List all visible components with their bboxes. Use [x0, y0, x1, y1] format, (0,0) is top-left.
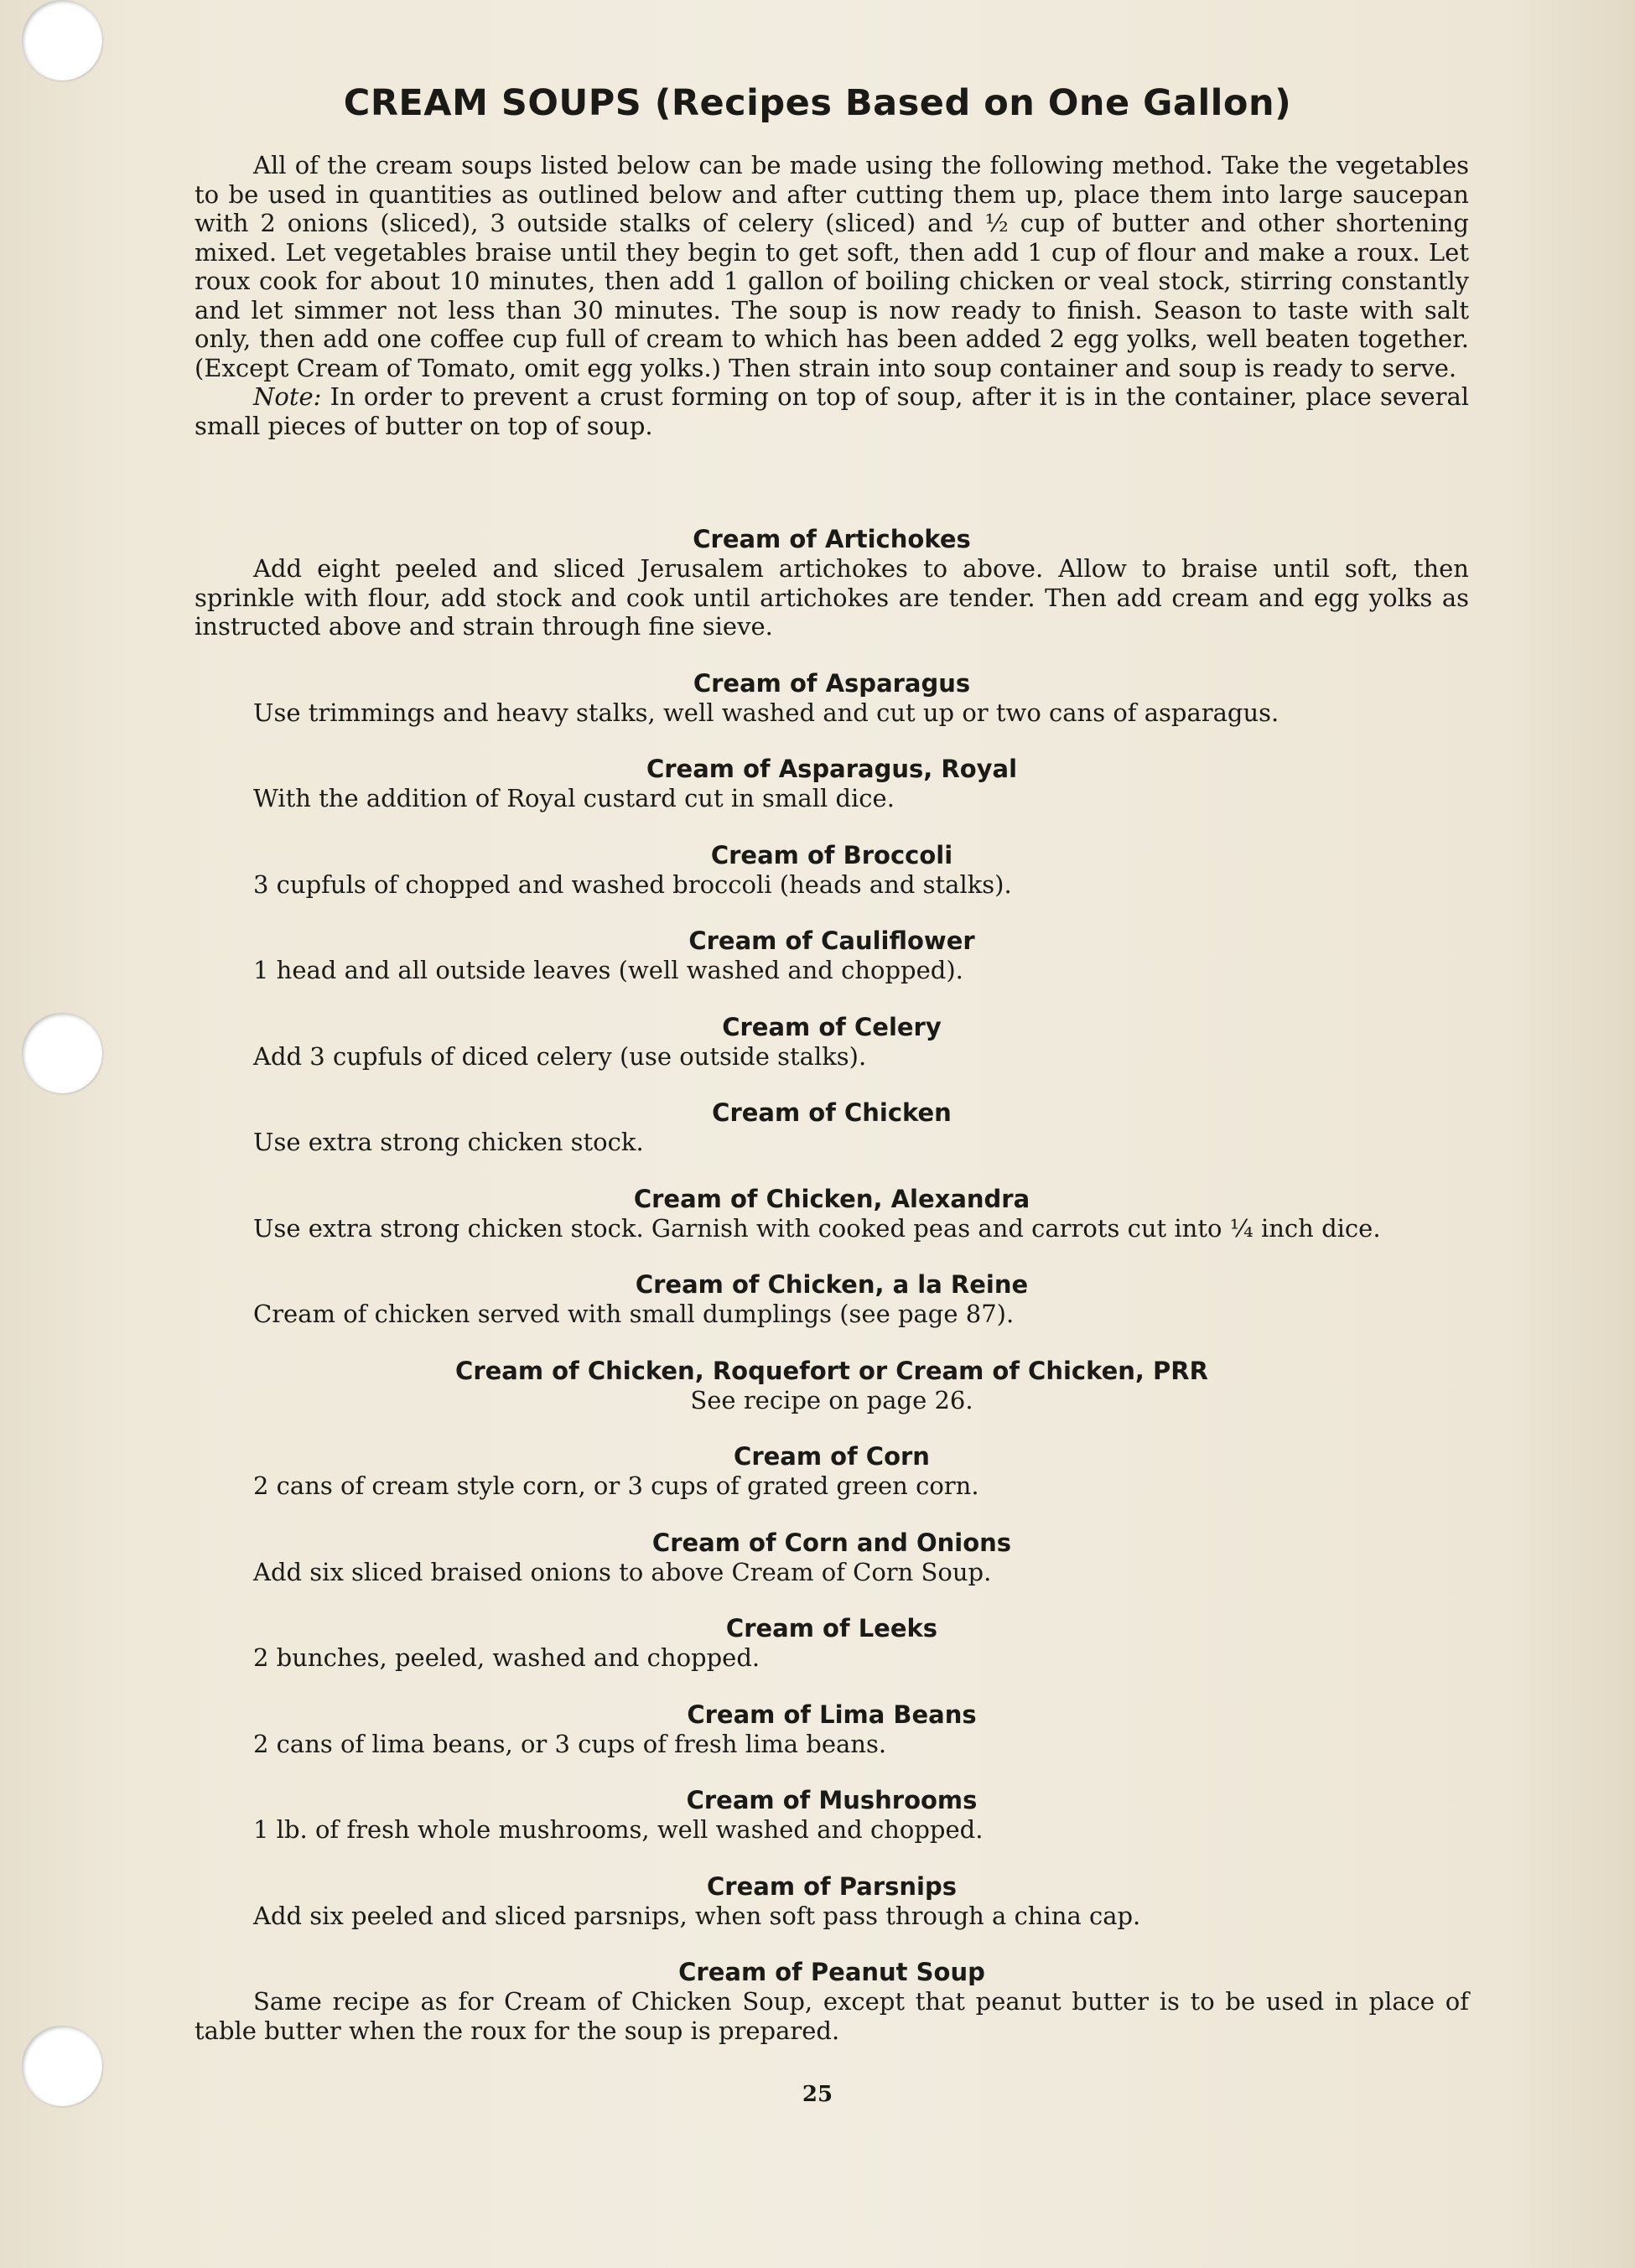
recipe-text: 1 head and all outside leaves (well washed and chopped).	[253, 956, 963, 984]
recipe-title: Cream of Chicken	[712, 1098, 952, 1127]
recipe-title: Cream of Asparagus	[693, 668, 971, 698]
recipe-title: Cream of Artichokes	[693, 525, 971, 553]
recipe-item	[195, 1356, 1469, 1415]
recipe-text: 3 cupfuls of chopped and washed broccoli (heads and stalks).	[253, 869, 1012, 899]
note-text: In order to prevent a crust forming on top of soup, after it is in the container, place several small pieces of butter on top of soup.	[195, 382, 1470, 440]
recipe-title: Cream of Lima Beans	[687, 1700, 977, 1729]
recipe-title: Cream of Cauliflower	[688, 926, 975, 955]
recipe-title: Cream of Corn	[734, 1442, 930, 1471]
recipe-list	[195, 524, 1469, 2072]
recipe-item	[195, 1700, 1469, 1759]
recipe-item	[195, 524, 1469, 641]
page-number: 25	[802, 2082, 833, 2107]
recipe-text: Add eight peeled and sliced Jerusalem artichokes to above. Allow to braise until soft, then sprinkle with flour, add stock and cook until artichokes are tender. Then add cream and egg yolks as instructed above and strain through fine sieve.	[195, 554, 1469, 641]
recipe-text: Use extra strong chicken stock.	[253, 1128, 644, 1156]
recipe-text: Add 3 cupfuls of diced celery (use outside stalks).	[253, 1041, 867, 1071]
recipe-text: Add six peeled and sliced parsnips, when soft pass through a china cap.	[253, 1901, 1141, 1930]
recipe-item	[195, 668, 1469, 728]
recipe-title: Cream of Mushrooms	[686, 1786, 978, 1814]
recipe-text: 2 cans of lima beans, or 3 cups of fresh lima beans.	[253, 1729, 887, 1758]
recipe-title: Cream of Broccoli	[710, 840, 953, 869]
note-label: Note:	[253, 382, 322, 411]
intro-note	[195, 382, 1469, 440]
recipe-item	[195, 926, 1469, 985]
intro-section	[195, 151, 1469, 440]
recipe-text: 1 lb. of fresh whole mushrooms, well washed and chopped.	[253, 1815, 984, 1844]
recipe-text: See recipe on page 26.	[690, 1385, 973, 1414]
recipe-title: Cream of Chicken, Alexandra	[633, 1184, 1030, 1213]
recipe-item	[195, 1441, 1469, 1501]
recipe-text: 2 cans of cream style corn, or 3 cups of grated green corn.	[253, 1471, 979, 1500]
recipe-text: Use trimmings and heavy stalks, well washed and cut up or two cans of asparagus.	[253, 698, 1279, 727]
recipe-item	[195, 1528, 1469, 1587]
recipe-item	[195, 1184, 1469, 1243]
recipe-item	[195, 1012, 1469, 1072]
recipe-text: With the addition of Royal custard cut in small dice.	[253, 784, 895, 812]
recipe-text: Cream of chicken served with small dumplings (see page 87).	[253, 1300, 1015, 1328]
page-title: CREAM SOUPS (Recipes Based on One Gallon)	[343, 82, 1292, 124]
binder-hole-top	[22, 0, 102, 80]
intro-paragraph: All of the cream soups listed below can be made using the following method. Take the vegetables to be used in quantities as outlined below and after cutting them up, place them into large saucepan with 2 onions (sliced), 3 outside stalks of celery (sliced) and ½ cup of butter and other shortening mixed. Let vegetables braise until they begin to get soft, then add 1 cup of flour and make a roux. Let roux cook for about 10 minutes, then add 1 gallon of boiling chicken or veal stock, stirring constantly and let simmer not less than 30 minutes. The soup is now ready to finish. Season to taste with salt only, then add one coffee cup full of cream to which has been added 2 egg yolks, well beaten together. (Except Cream of Tomato, omit egg yolks.) Then strain into soup container and soup is ready to serve.	[195, 151, 1469, 382]
recipe-title: Cream of Leeks	[725, 1614, 938, 1643]
recipe-item	[195, 754, 1469, 813]
recipe-title: Cream of Chicken, a la Reine	[635, 1270, 1029, 1299]
recipe-text: 2 bunches, peeled, washed and chopped.	[253, 1643, 760, 1672]
recipe-item	[195, 840, 1469, 900]
recipe-item	[195, 1785, 1469, 1845]
recipe-title: Cream of Celery	[722, 1012, 942, 1041]
recipe-title: Cream of Peanut Soup	[678, 1958, 985, 1986]
binder-hole-middle	[22, 1013, 102, 1093]
recipe-item	[195, 1957, 1469, 2045]
recipe-title: Cream of Corn and Onions	[651, 1528, 1012, 1557]
recipe-text: Same recipe as for Cream of Chicken Soup, except that peanut butter is to be used in place of table butter when the roux for the soup is prepared.	[195, 1987, 1469, 2045]
recipe-item	[195, 1613, 1469, 1673]
recipe-title: Cream of Parsnips	[707, 1871, 957, 1901]
recipe-title: Cream of Chicken, Roquefort or Cream of Chicken, PRR	[455, 1356, 1208, 1385]
recipe-item	[195, 1269, 1469, 1329]
recipe-text: Use extra strong chicken stock. Garnish with cooked peas and carrots cut into ¼ inch dice.	[253, 1213, 1381, 1243]
recipe-text: Add six sliced braised onions to above Cream of Corn Soup.	[253, 1557, 992, 1586]
recipe-item	[195, 1871, 1469, 1931]
recipe-title: Cream of Asparagus, Royal	[646, 755, 1018, 783]
recipe-item	[195, 1098, 1469, 1157]
